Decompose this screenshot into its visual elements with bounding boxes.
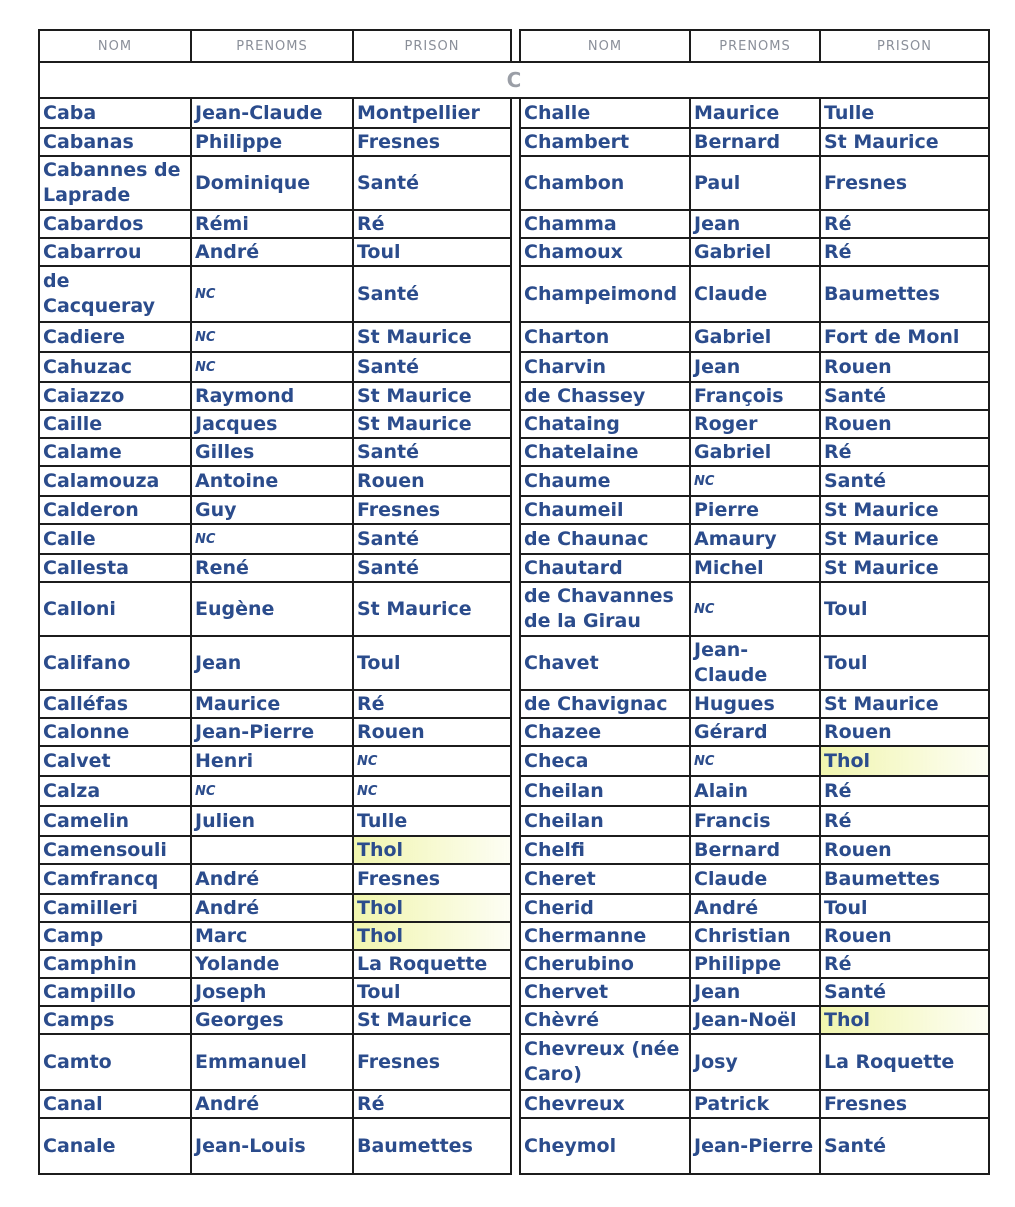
right-nom-cell: Charvin <box>520 352 690 382</box>
column-divider <box>511 746 520 776</box>
left-prison-cell: Ré <box>353 210 511 238</box>
table-row <box>39 690 989 718</box>
left-nom-cell: Calamouza <box>39 466 191 496</box>
roster-sheet <box>38 29 988 1175</box>
right-nom-cell: Chatelaine <box>520 438 690 466</box>
right-prison-cell: St Maurice <box>820 690 989 718</box>
right-prenom-cell: François <box>690 382 820 410</box>
left-prison-cell: Tulle <box>353 806 511 836</box>
table-row <box>39 156 989 210</box>
right-nom-cell: Challe <box>520 98 690 128</box>
right-prenom-cell: Christian <box>690 922 820 950</box>
left-nom-cell: Camilleri <box>39 894 191 922</box>
column-divider <box>511 266 520 322</box>
left-prison-cell: Santé <box>353 554 511 582</box>
left-nom-cell: Canale <box>39 1118 191 1174</box>
right-prenom-cell: Jean-Claude <box>690 636 820 690</box>
left-prenom-cell: André <box>191 864 353 894</box>
left-prenom-cell: Jean <box>191 636 353 690</box>
right-nom-cell: Chaume <box>520 466 690 496</box>
header-prison-right: PRISON <box>820 30 989 62</box>
column-divider <box>511 776 520 806</box>
left-prison-cell: Fresnes <box>353 128 511 156</box>
left-prenom-cell: Jean-Louis <box>191 1118 353 1174</box>
left-nom-cell: Caille <box>39 410 191 438</box>
header-prenoms-right: PRENOMS <box>690 30 820 62</box>
left-nom-cell: Campillo <box>39 978 191 1006</box>
right-nom-cell: Chambert <box>520 128 690 156</box>
column-divider <box>511 718 520 746</box>
table-row <box>39 466 989 496</box>
left-nom-cell: Calderon <box>39 496 191 524</box>
left-prison-cell: Thol <box>353 922 511 950</box>
header-row <box>39 30 989 62</box>
right-nom-cell: Cheilan <box>520 806 690 836</box>
left-prison-cell: Fresnes <box>353 864 511 894</box>
column-divider <box>511 950 520 978</box>
right-prison-cell: Thol <box>820 1006 989 1034</box>
right-nom-cell: Chavet <box>520 636 690 690</box>
right-nom-cell: de Chavannes de la Girau <box>520 582 690 636</box>
left-prison-cell: Santé <box>353 352 511 382</box>
right-nom-cell: Cheret <box>520 864 690 894</box>
right-nom-cell: Chautard <box>520 554 690 582</box>
left-nom-cell: Calvet <box>39 746 191 776</box>
right-prenom-cell: Amaury <box>690 524 820 554</box>
right-prenom-cell: Bernard <box>690 128 820 156</box>
right-prenom-cell: Paul <box>690 156 820 210</box>
left-prison-cell: Montpellier <box>353 98 511 128</box>
right-prison-cell: Santé <box>820 382 989 410</box>
left-prison-cell: Toul <box>353 238 511 266</box>
column-divider <box>511 322 520 352</box>
left-nom-cell: Camensouli <box>39 836 191 864</box>
right-nom-cell: Chamma <box>520 210 690 238</box>
left-prenom-cell: André <box>191 1090 353 1118</box>
left-prenom-cell: Guy <box>191 496 353 524</box>
right-nom-cell: Chelfi <box>520 836 690 864</box>
right-prison-cell: Fort de Monl <box>820 322 989 352</box>
column-divider <box>511 1118 520 1174</box>
right-nom-cell: Cheymol <box>520 1118 690 1174</box>
right-prison-cell: Santé <box>820 466 989 496</box>
right-prison-cell: Fresnes <box>820 156 989 210</box>
table-row <box>39 746 989 776</box>
column-divider <box>511 438 520 466</box>
right-prenom-cell: NC <box>690 582 820 636</box>
roster-table <box>38 29 990 1175</box>
right-prenom-cell: Pierre <box>690 496 820 524</box>
column-divider <box>511 156 520 210</box>
left-prison-cell: Santé <box>353 524 511 554</box>
right-prenom-cell: Jean-Pierre <box>690 1118 820 1174</box>
left-prenom-cell: NC <box>191 266 353 322</box>
right-prenom-cell: Gérard <box>690 718 820 746</box>
left-nom-cell: Cabanas <box>39 128 191 156</box>
right-prenom-cell: Alain <box>690 776 820 806</box>
column-divider <box>511 582 520 636</box>
right-nom-cell: Chambon <box>520 156 690 210</box>
left-prenom-cell: Jacques <box>191 410 353 438</box>
table-row <box>39 496 989 524</box>
right-prison-cell: La Roquette <box>820 1034 989 1090</box>
right-prison-cell: Fresnes <box>820 1090 989 1118</box>
left-prenom-cell: Emmanuel <box>191 1034 353 1090</box>
left-prenom-cell: Georges <box>191 1006 353 1034</box>
left-prenom-cell: René <box>191 554 353 582</box>
left-prison-cell: Baumettes <box>353 1118 511 1174</box>
column-divider <box>511 806 520 836</box>
left-prison-cell: NC <box>353 746 511 776</box>
right-prison-cell: Toul <box>820 636 989 690</box>
right-prenom-cell: Jean <box>690 210 820 238</box>
right-prison-cell: Rouen <box>820 718 989 746</box>
header-nom-right: NOM <box>520 30 690 62</box>
table-row <box>39 98 989 128</box>
column-divider <box>511 382 520 410</box>
left-prenom-cell <box>191 836 353 864</box>
left-nom-cell: Caiazzo <box>39 382 191 410</box>
right-nom-cell: Chervet <box>520 978 690 1006</box>
right-prison-cell: Ré <box>820 806 989 836</box>
left-nom-cell: de Cacqueray <box>39 266 191 322</box>
table-row <box>39 950 989 978</box>
right-nom-cell: Chaumeil <box>520 496 690 524</box>
right-prenom-cell: NC <box>690 466 820 496</box>
right-prison-cell: Ré <box>820 210 989 238</box>
column-divider <box>511 410 520 438</box>
right-prison-cell: Baumettes <box>820 864 989 894</box>
header-prenoms-left: PRENOMS <box>191 30 353 62</box>
column-divider <box>511 690 520 718</box>
section-letter: C <box>39 62 989 98</box>
left-nom-cell: Califano <box>39 636 191 690</box>
table-row <box>39 266 989 322</box>
right-prison-cell: Rouen <box>820 410 989 438</box>
column-divider <box>511 1006 520 1034</box>
table-row <box>39 438 989 466</box>
left-nom-cell: Calle <box>39 524 191 554</box>
left-prenom-cell: NC <box>191 776 353 806</box>
column-divider <box>511 352 520 382</box>
right-prison-cell: Santé <box>820 1118 989 1174</box>
right-prison-cell: Toul <box>820 894 989 922</box>
left-prenom-cell: André <box>191 238 353 266</box>
column-divider <box>511 978 520 1006</box>
left-prenom-cell: Antoine <box>191 466 353 496</box>
left-prison-cell: Ré <box>353 690 511 718</box>
left-prenom-cell: Julien <box>191 806 353 836</box>
right-nom-cell: Chèvré <box>520 1006 690 1034</box>
left-prenom-cell: Raymond <box>191 382 353 410</box>
left-nom-cell: Cabardos <box>39 210 191 238</box>
table-row <box>39 806 989 836</box>
left-nom-cell: Caba <box>39 98 191 128</box>
header-prison-left: PRISON <box>353 30 511 62</box>
left-nom-cell: Camp <box>39 922 191 950</box>
table-row <box>39 524 989 554</box>
table-row <box>39 410 989 438</box>
left-prison-cell: Fresnes <box>353 1034 511 1090</box>
left-prenom-cell: André <box>191 894 353 922</box>
left-prenom-cell: Joseph <box>191 978 353 1006</box>
left-prenom-cell: Marc <box>191 922 353 950</box>
left-prenom-cell: NC <box>191 322 353 352</box>
table-row <box>39 210 989 238</box>
column-divider <box>511 864 520 894</box>
table-row <box>39 922 989 950</box>
right-nom-cell: Chevreux <box>520 1090 690 1118</box>
left-nom-cell: Cabannes de Laprade <box>39 156 191 210</box>
left-prison-cell: St Maurice <box>353 382 511 410</box>
table-row <box>39 836 989 864</box>
right-prenom-cell: Gabriel <box>690 238 820 266</box>
left-prison-cell: Fresnes <box>353 496 511 524</box>
right-prenom-cell: Roger <box>690 410 820 438</box>
table-row <box>39 978 989 1006</box>
table-row <box>39 636 989 690</box>
left-nom-cell: Calonne <box>39 718 191 746</box>
left-nom-cell: Calloni <box>39 582 191 636</box>
left-nom-cell: Camfrancq <box>39 864 191 894</box>
left-prenom-cell: Eugène <box>191 582 353 636</box>
left-nom-cell: Camelin <box>39 806 191 836</box>
left-nom-cell: Cahuzac <box>39 352 191 382</box>
column-divider <box>511 98 520 128</box>
right-prison-cell: Ré <box>820 438 989 466</box>
column-divider <box>511 466 520 496</box>
right-prison-cell: Santé <box>820 978 989 1006</box>
left-prison-cell: Toul <box>353 978 511 1006</box>
column-divider <box>511 1090 520 1118</box>
left-prison-cell: Ré <box>353 1090 511 1118</box>
right-prenom-cell: André <box>690 894 820 922</box>
table-row <box>39 864 989 894</box>
right-prenom-cell: Francis <box>690 806 820 836</box>
right-prison-cell: St Maurice <box>820 128 989 156</box>
table-row <box>39 776 989 806</box>
left-prison-cell: Rouen <box>353 718 511 746</box>
column-divider <box>511 922 520 950</box>
column-divider <box>511 238 520 266</box>
table-row <box>39 894 989 922</box>
table-row <box>39 1118 989 1174</box>
left-nom-cell: Calame <box>39 438 191 466</box>
table-row <box>39 554 989 582</box>
left-prenom-cell: Jean-Pierre <box>191 718 353 746</box>
left-prison-cell: Thol <box>353 894 511 922</box>
table-row <box>39 1090 989 1118</box>
left-prenom-cell: Maurice <box>191 690 353 718</box>
left-prison-cell: Rouen <box>353 466 511 496</box>
table-row <box>39 582 989 636</box>
right-prison-cell: Toul <box>820 582 989 636</box>
left-nom-cell: Cadiere <box>39 322 191 352</box>
column-divider <box>511 636 520 690</box>
left-prenom-cell: Gilles <box>191 438 353 466</box>
right-nom-cell: Chazee <box>520 718 690 746</box>
left-prenom-cell: NC <box>191 352 353 382</box>
table-row <box>39 382 989 410</box>
left-prison-cell: Santé <box>353 266 511 322</box>
right-nom-cell: de Chassey <box>520 382 690 410</box>
table-row <box>39 352 989 382</box>
table-row <box>39 322 989 352</box>
column-divider <box>511 524 520 554</box>
left-nom-cell: Calléfas <box>39 690 191 718</box>
column-divider <box>511 496 520 524</box>
right-nom-cell: Cherid <box>520 894 690 922</box>
left-prison-cell: St Maurice <box>353 1006 511 1034</box>
column-divider <box>511 210 520 238</box>
right-prenom-cell: Claude <box>690 266 820 322</box>
right-prison-cell: Ré <box>820 950 989 978</box>
right-prenom-cell: Gabriel <box>690 438 820 466</box>
left-nom-cell: Cabarrou <box>39 238 191 266</box>
left-prenom-cell: Jean-Claude <box>191 98 353 128</box>
left-prenom-cell: Philippe <box>191 128 353 156</box>
right-prenom-cell: Jean-Noël <box>690 1006 820 1034</box>
right-prenom-cell: Jean <box>690 978 820 1006</box>
right-prison-cell: St Maurice <box>820 496 989 524</box>
right-prison-cell: Tulle <box>820 98 989 128</box>
right-nom-cell: Charton <box>520 322 690 352</box>
column-divider <box>511 894 520 922</box>
right-prenom-cell: Claude <box>690 864 820 894</box>
right-prenom-cell: NC <box>690 746 820 776</box>
right-prison-cell: Rouen <box>820 836 989 864</box>
column-divider <box>511 1034 520 1090</box>
header-nom-left: NOM <box>39 30 191 62</box>
left-nom-cell: Camto <box>39 1034 191 1090</box>
left-prison-cell: Toul <box>353 636 511 690</box>
left-prison-cell: St Maurice <box>353 582 511 636</box>
column-divider <box>511 836 520 864</box>
left-prenom-cell: Dominique <box>191 156 353 210</box>
right-prison-cell: Ré <box>820 238 989 266</box>
right-prison-cell: Rouen <box>820 922 989 950</box>
right-nom-cell: de Chaunac <box>520 524 690 554</box>
left-prenom-cell: Henri <box>191 746 353 776</box>
left-prison-cell: La Roquette <box>353 950 511 978</box>
right-prenom-cell: Michel <box>690 554 820 582</box>
right-nom-cell: Cherubino <box>520 950 690 978</box>
left-prison-cell: Thol <box>353 836 511 864</box>
left-prenom-cell: Rémi <box>191 210 353 238</box>
table-row <box>39 718 989 746</box>
right-prison-cell: Rouen <box>820 352 989 382</box>
right-nom-cell: Chamoux <box>520 238 690 266</box>
right-prison-cell: Baumettes <box>820 266 989 322</box>
right-prenom-cell: Jean <box>690 352 820 382</box>
right-prison-cell: St Maurice <box>820 554 989 582</box>
right-prenom-cell: Philippe <box>690 950 820 978</box>
right-prison-cell: Thol <box>820 746 989 776</box>
left-prison-cell: NC <box>353 776 511 806</box>
right-prison-cell: Ré <box>820 776 989 806</box>
right-prenom-cell: Josy <box>690 1034 820 1090</box>
left-prenom-cell: NC <box>191 524 353 554</box>
table-row <box>39 128 989 156</box>
table-row <box>39 1006 989 1034</box>
left-nom-cell: Canal <box>39 1090 191 1118</box>
right-prenom-cell: Hugues <box>690 690 820 718</box>
right-nom-cell: Checa <box>520 746 690 776</box>
table-row <box>39 238 989 266</box>
letter-row <box>39 62 989 98</box>
left-nom-cell: Camps <box>39 1006 191 1034</box>
right-nom-cell: Champeimond <box>520 266 690 322</box>
left-prenom-cell: Yolande <box>191 950 353 978</box>
left-nom-cell: Camphin <box>39 950 191 978</box>
right-prenom-cell: Gabriel <box>690 322 820 352</box>
right-nom-cell: Chataing <box>520 410 690 438</box>
right-prenom-cell: Maurice <box>690 98 820 128</box>
right-nom-cell: Chevreux (née Caro) <box>520 1034 690 1090</box>
left-prison-cell: Santé <box>353 438 511 466</box>
right-nom-cell: Cheilan <box>520 776 690 806</box>
column-divider <box>511 554 520 582</box>
left-prison-cell: Santé <box>353 156 511 210</box>
right-prenom-cell: Bernard <box>690 836 820 864</box>
table-row <box>39 1034 989 1090</box>
column-divider <box>511 30 520 62</box>
right-prison-cell: St Maurice <box>820 524 989 554</box>
right-prenom-cell: Patrick <box>690 1090 820 1118</box>
column-divider <box>511 128 520 156</box>
right-nom-cell: Chermanne <box>520 922 690 950</box>
left-prison-cell: St Maurice <box>353 410 511 438</box>
left-prison-cell: St Maurice <box>353 322 511 352</box>
right-nom-cell: de Chavignac <box>520 690 690 718</box>
left-nom-cell: Calza <box>39 776 191 806</box>
left-nom-cell: Callesta <box>39 554 191 582</box>
